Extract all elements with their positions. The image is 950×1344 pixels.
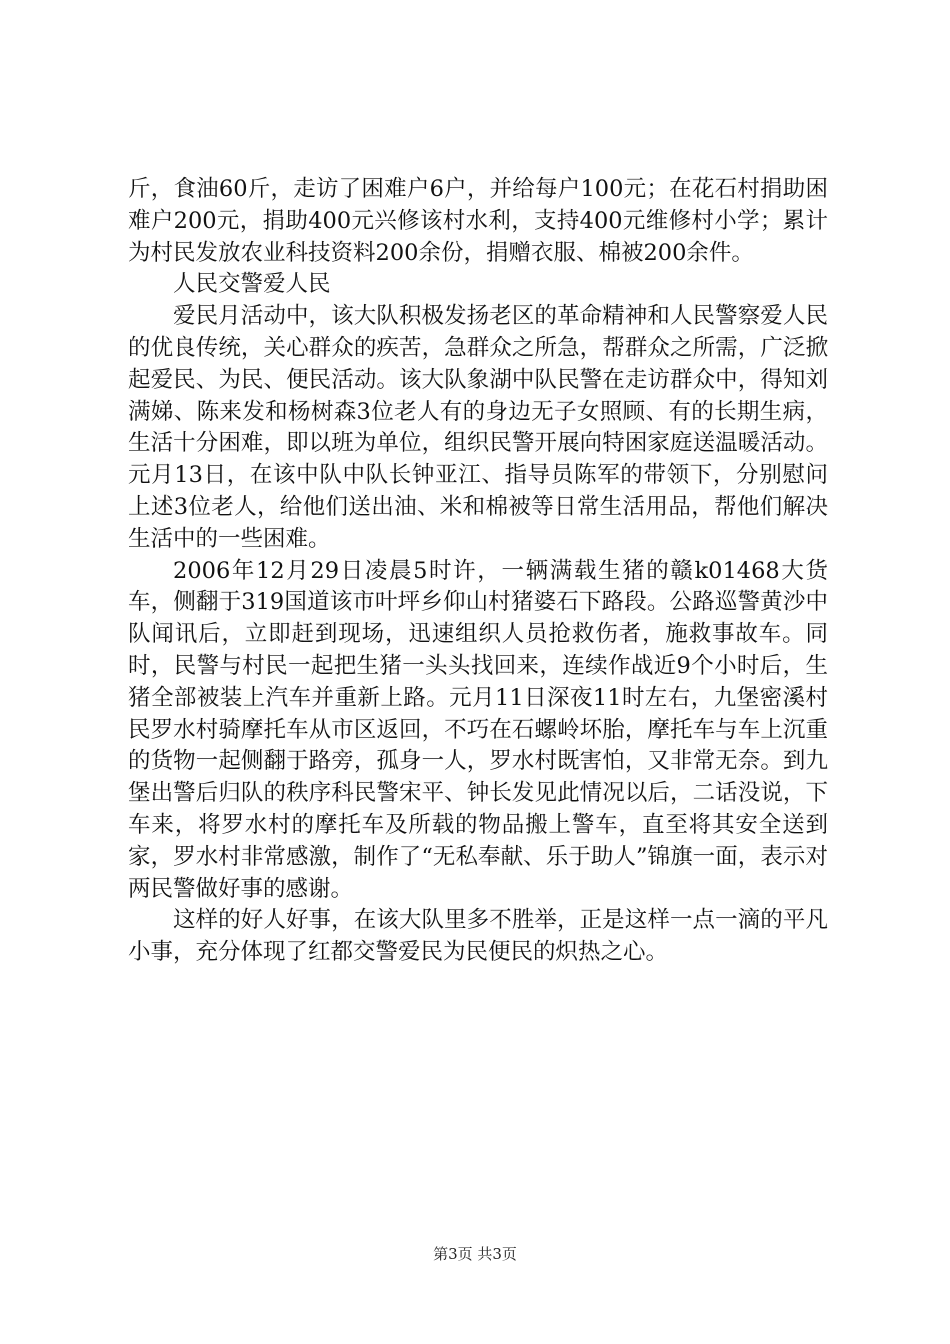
paragraph-conclusion: 这样的好人好事，在该大队里多不胜举，正是这样一点一滴的平凡小事，充分体现了红都交警爱民为民便民的炽热之心。 — [128, 907, 828, 966]
section-heading: 人民交警爱人民 — [173, 271, 331, 298]
paragraph-love-people-month: 爱民月活动中，该大队积极发扬老区的革命精神和人民警察爱人民的优良传统，关心群众的疾苦，急群众之所急，帮群众之所需，广泛掀起爱民、为民、便民活动。该大队象湖中队民警在走访群众中，得知刘满娣、陈来发和杨树森3位老人有的身边无子女照顾、有的长期生病，生活十分困难，即以班为单位，组织民警开展向特困家庭送温暖活动。元月13日，在该中队中队长钟亚江、指导员陈军的带领下，分别慰问上述3位老人，给他们送出油、米和棉被等日常生活用品，帮他们解决生活中的一些困难。 — [128, 303, 828, 552]
page-number-label: 第3页 共3页 — [433, 1245, 517, 1263]
document-body — [128, 174, 828, 969]
page-footer — [0, 1244, 950, 1264]
paragraph-donations-continued: 斤，食油60斤，走访了困难户6户，并给每户100元；在花石村捐助困难户200元，捐助400元兴修该村水利，支持400元维修村小学；累计为村民发放农业科技资料200余份，捐赠衣服、棉被200余件。 — [128, 176, 828, 266]
paragraph-rescue-incidents: 2006年12月29日凌晨5时许，一辆满载生猪的赣k01468大货车，侧翻于319国道该市叶坪乡仰山村猪婆石下路段。公路巡警黄沙中队闻讯后，立即赶到现场，迅速组织人员抢救伤者，施救事故车。同时，民警与村民一起把生猪一头头找回来，连续作战近9个小时后，生猪全部被装上汽车并重新上路。元月11日深夜11时左右，九堡密溪村民罗水村骑摩托车从市区返回，不巧在石螺岭坏胎，摩托车与车上沉重的货物一起侧翻于路旁，孤身一人，罗水村既害怕，又非常无奈。到九堡出警后归队的秩序科民警宋平、钟长发见此情况以后，二话没说，下车来，将罗水村的摩托车及所载的物品搬上警车，直至将其安全送到家，罗水村非常感激，制作了“无私奉献、乐于助人”锦旗一面，表示对两民警做好事的感谢。 — [128, 557, 828, 902]
